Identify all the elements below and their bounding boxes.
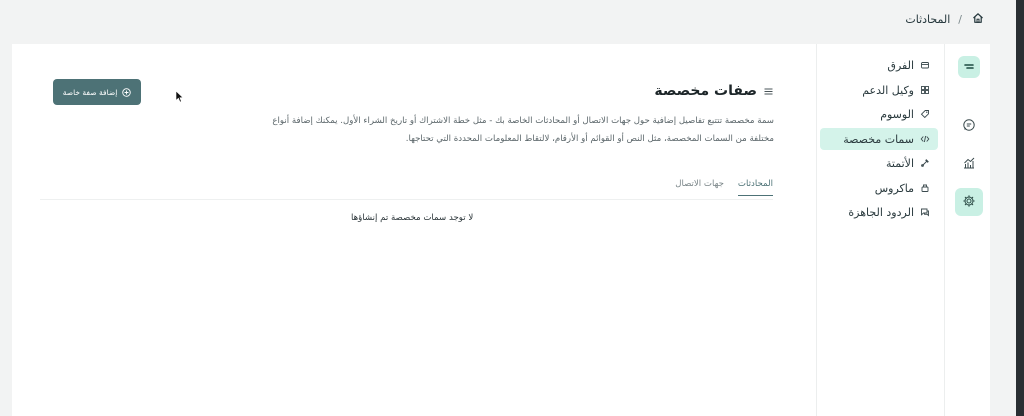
reports-icon: [962, 155, 976, 174]
sidebar-item-teams[interactable]: [820, 54, 938, 76]
sidebar-item-canned-responses[interactable]: [820, 201, 938, 223]
sidebar-item-label: سمات مخصصة: [843, 132, 914, 146]
conversations-rail-button[interactable]: [955, 112, 983, 140]
sidebar-item-automation[interactable]: [820, 152, 938, 174]
settings-rail-button[interactable]: [955, 188, 983, 216]
sidebar-item-macros[interactable]: [820, 177, 938, 199]
reports-rail-button[interactable]: [955, 150, 983, 178]
window-scrollbar[interactable]: [1016, 0, 1024, 416]
sidebar-item-label: وكيل الدعم: [862, 83, 914, 97]
settings-sub-nav: [816, 44, 944, 416]
canned-reply-icon: [920, 207, 930, 217]
top-bar: [0, 0, 1016, 40]
sidebar-item-custom-attributes[interactable]: [820, 128, 938, 150]
code-icon: [920, 134, 930, 144]
bot-icon: [920, 85, 930, 95]
plus-circle-icon: [122, 88, 131, 97]
breadcrumb-separator: /: [958, 12, 962, 26]
sidebar-item-label: الوسوم: [880, 107, 914, 121]
empty-state-text: لا توجد سمات مخصصة تم إنشاؤها: [351, 213, 474, 223]
page-title: صفات مخصصة: [654, 83, 757, 99]
tag-icon: [920, 109, 930, 119]
sidebar-item-label: الفرق: [887, 58, 914, 72]
tab-conversations[interactable]: المحادثات: [738, 179, 773, 196]
add-custom-attribute-button[interactable]: [53, 79, 141, 105]
tabs: [675, 179, 773, 196]
home-icon[interactable]: [970, 12, 984, 26]
sidebar-item-label: ماكروس: [874, 181, 914, 195]
menu-icon[interactable]: [763, 86, 774, 97]
icon-rail: [944, 44, 990, 416]
sidebar-item-label: الأتمتة: [886, 156, 914, 170]
logo-icon[interactable]: [958, 56, 980, 78]
macro-icon: [920, 183, 930, 193]
breadcrumb: [905, 12, 984, 26]
breadcrumb-current[interactable]: المحادثات: [905, 12, 951, 26]
add-button-label: إضافة صفة خاصة: [62, 87, 118, 97]
automation-icon: [920, 158, 930, 168]
settings-icon: [962, 193, 976, 212]
team-icon: [920, 60, 930, 70]
sidebar-item-labels[interactable]: [820, 103, 938, 125]
page-description: سمة مخصصة تتتبع تفاصيل إضافية حول جهات الاتصال أو المحادثات الخاصة بك - مثل خطة الاشتراك أو تاريخ الشراء الأول. يمكنك إضافة أنواع مختلفة من السمات المخصصة، مثل النص أو القوائم أو الأرقام، لالتقاط المعلومات المحددة التي تحتاجها.: [272, 116, 774, 144]
sidebar-item-support-agent[interactable]: [820, 79, 938, 101]
tab-contacts[interactable]: جهات الاتصال: [675, 179, 724, 189]
chat-icon: [962, 117, 976, 136]
mouse-cursor: [175, 88, 184, 101]
tabs-divider: [40, 199, 773, 200]
sidebar-item-label: الردود الجاهزة: [848, 205, 914, 219]
page-title-row: [654, 83, 774, 99]
